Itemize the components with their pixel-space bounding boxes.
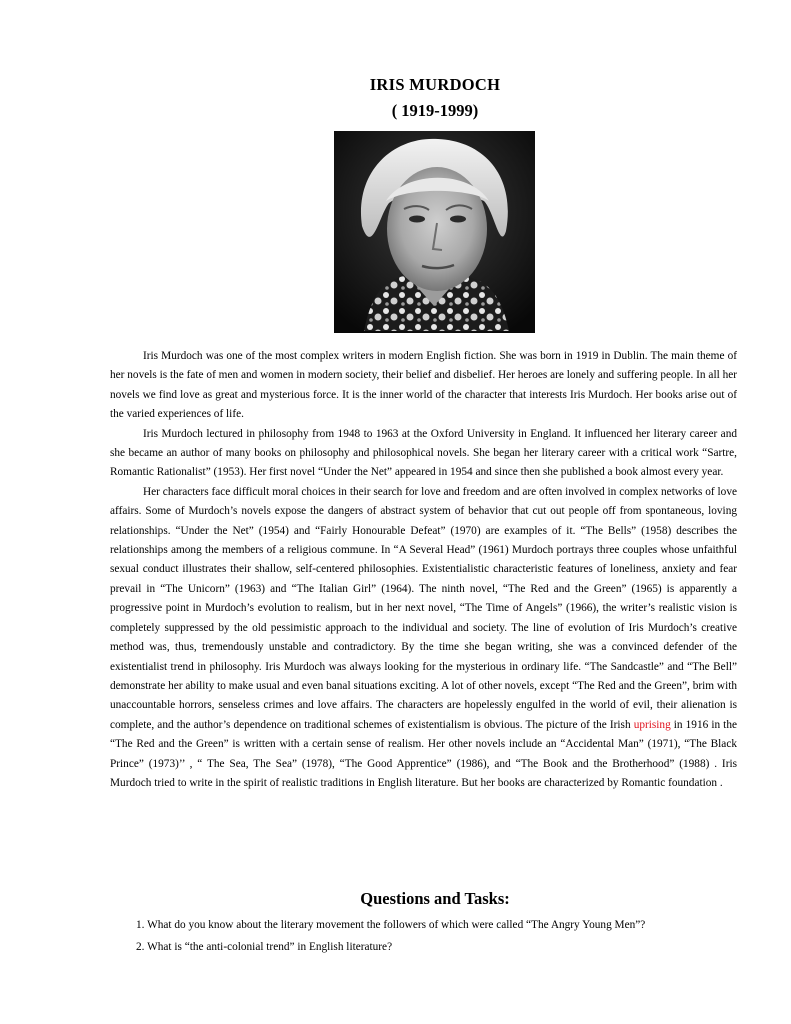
bio-paragraph-2: Iris Murdoch lectured in philosophy from 1948 to 1963 at the Oxford University in England. It influenced her literary career and she became an author of many books on philosophy and philosophical novels. She began her literary career with a critical work “Sartre, Romantic Rationalist” (1953). Her first novel “Under the Net” appeared in 1954 and since then she published a book almost every year. [110, 427, 737, 479]
bio-p3-start: Her characters face difficult moral choices in their search for love and freedom and are often involved in complex networks of love affairs. Some of Murdoch’s novels expose the dangers of abstract system of behavior that cut out people off from spontaneous, loving relationships. “Under the Net” (1954) and “Fairly Honourable Defeat” (1970) are examples of it. “The Bells” (1958) describes the relationships among the members of a religious commune. In “A Several Head” (1961) Murdoch portrays three couples whose unfaithful sexual conduct illustrates their shallow, self-centered philosophies. Existentialistic characteristic features of loneliness, anxiety and fear prevail in “The Unicorn” (1963) and “The Italian Girl” (1964). The ninth novel, “The Red and the Green” (1965) is apparently a progressive point in Murdoch’s evolution to realism, but in her next novel, “The Time of Angels” (1966), the writer’s realistic vision is completely suppressed by the old pessimistic approach to the individual and society. The line of evolution of Iris Murdoch’s creative method was, thus, tremendously unstable and contradictory. By the time she began writing, she was a convinced defender of the existentialist trend in philosophy. Iris Murdoch was always looking for the mysterious in ordinary life. “The Sandcastle” and “The Bell” demonstrate her ability to make usual and even banal situations exciting. A lot of other novels, except “The Red and the Green”, brim with unaccountable horrors, senseless crimes and love affairs. The characters are hopelessly engulfed in the world of evil, their alienation is complete, and the author’s dependence on traditional schemes of existentialism is obvious. The picture of the Irish [110, 485, 737, 731]
question-item: 1. What do you know about the literary movement the followers of which were called “The Angry Young Men”? [136, 919, 646, 931]
bio-p3-end: in 1916 in the “The Red and the Green” is written with a certain sense of realism. Her other novels include an “Accidental Man” (1971), “The Black Prince” (1973)’’ , “ The Sea, The Sea” (1978), “The Good Apprentice” (1986), and “The Book and the Brotherhood” (1988) . Iris Murdoch tried to write in the spirit of realistic traditions in English literature. But her books are characterized by Romantic foundation . [110, 718, 737, 789]
bio-paragraph-3 [110, 483, 737, 794]
author-years: ( 1919-1999) [391, 101, 479, 120]
page-title: IRIS MURDOCH [369, 75, 501, 94]
bio-paragraph-1: Iris Murdoch was one of the most complex writers in modern English fiction. She was born in 1919 in Dublin. The main theme of her novels is the fate of men and women in modern society, their belief and disbelief. Her heroes are lonely and suffering people. In all her novels we find love as great and mysterious force. It is the inner world of the character that interests Iris Murdoch. Her books arise out of the varied experiences of life. [110, 350, 737, 421]
questions-heading: Questions and Tasks: [360, 889, 510, 908]
questions-list [136, 914, 776, 958]
biography [110, 347, 737, 793]
portrait-image [334, 131, 535, 333]
highlighted-word: uprising [633, 718, 671, 731]
author-portrait [334, 131, 535, 333]
question-item: 2. What is “the anti-colonial trend” in English literature? [136, 941, 393, 953]
